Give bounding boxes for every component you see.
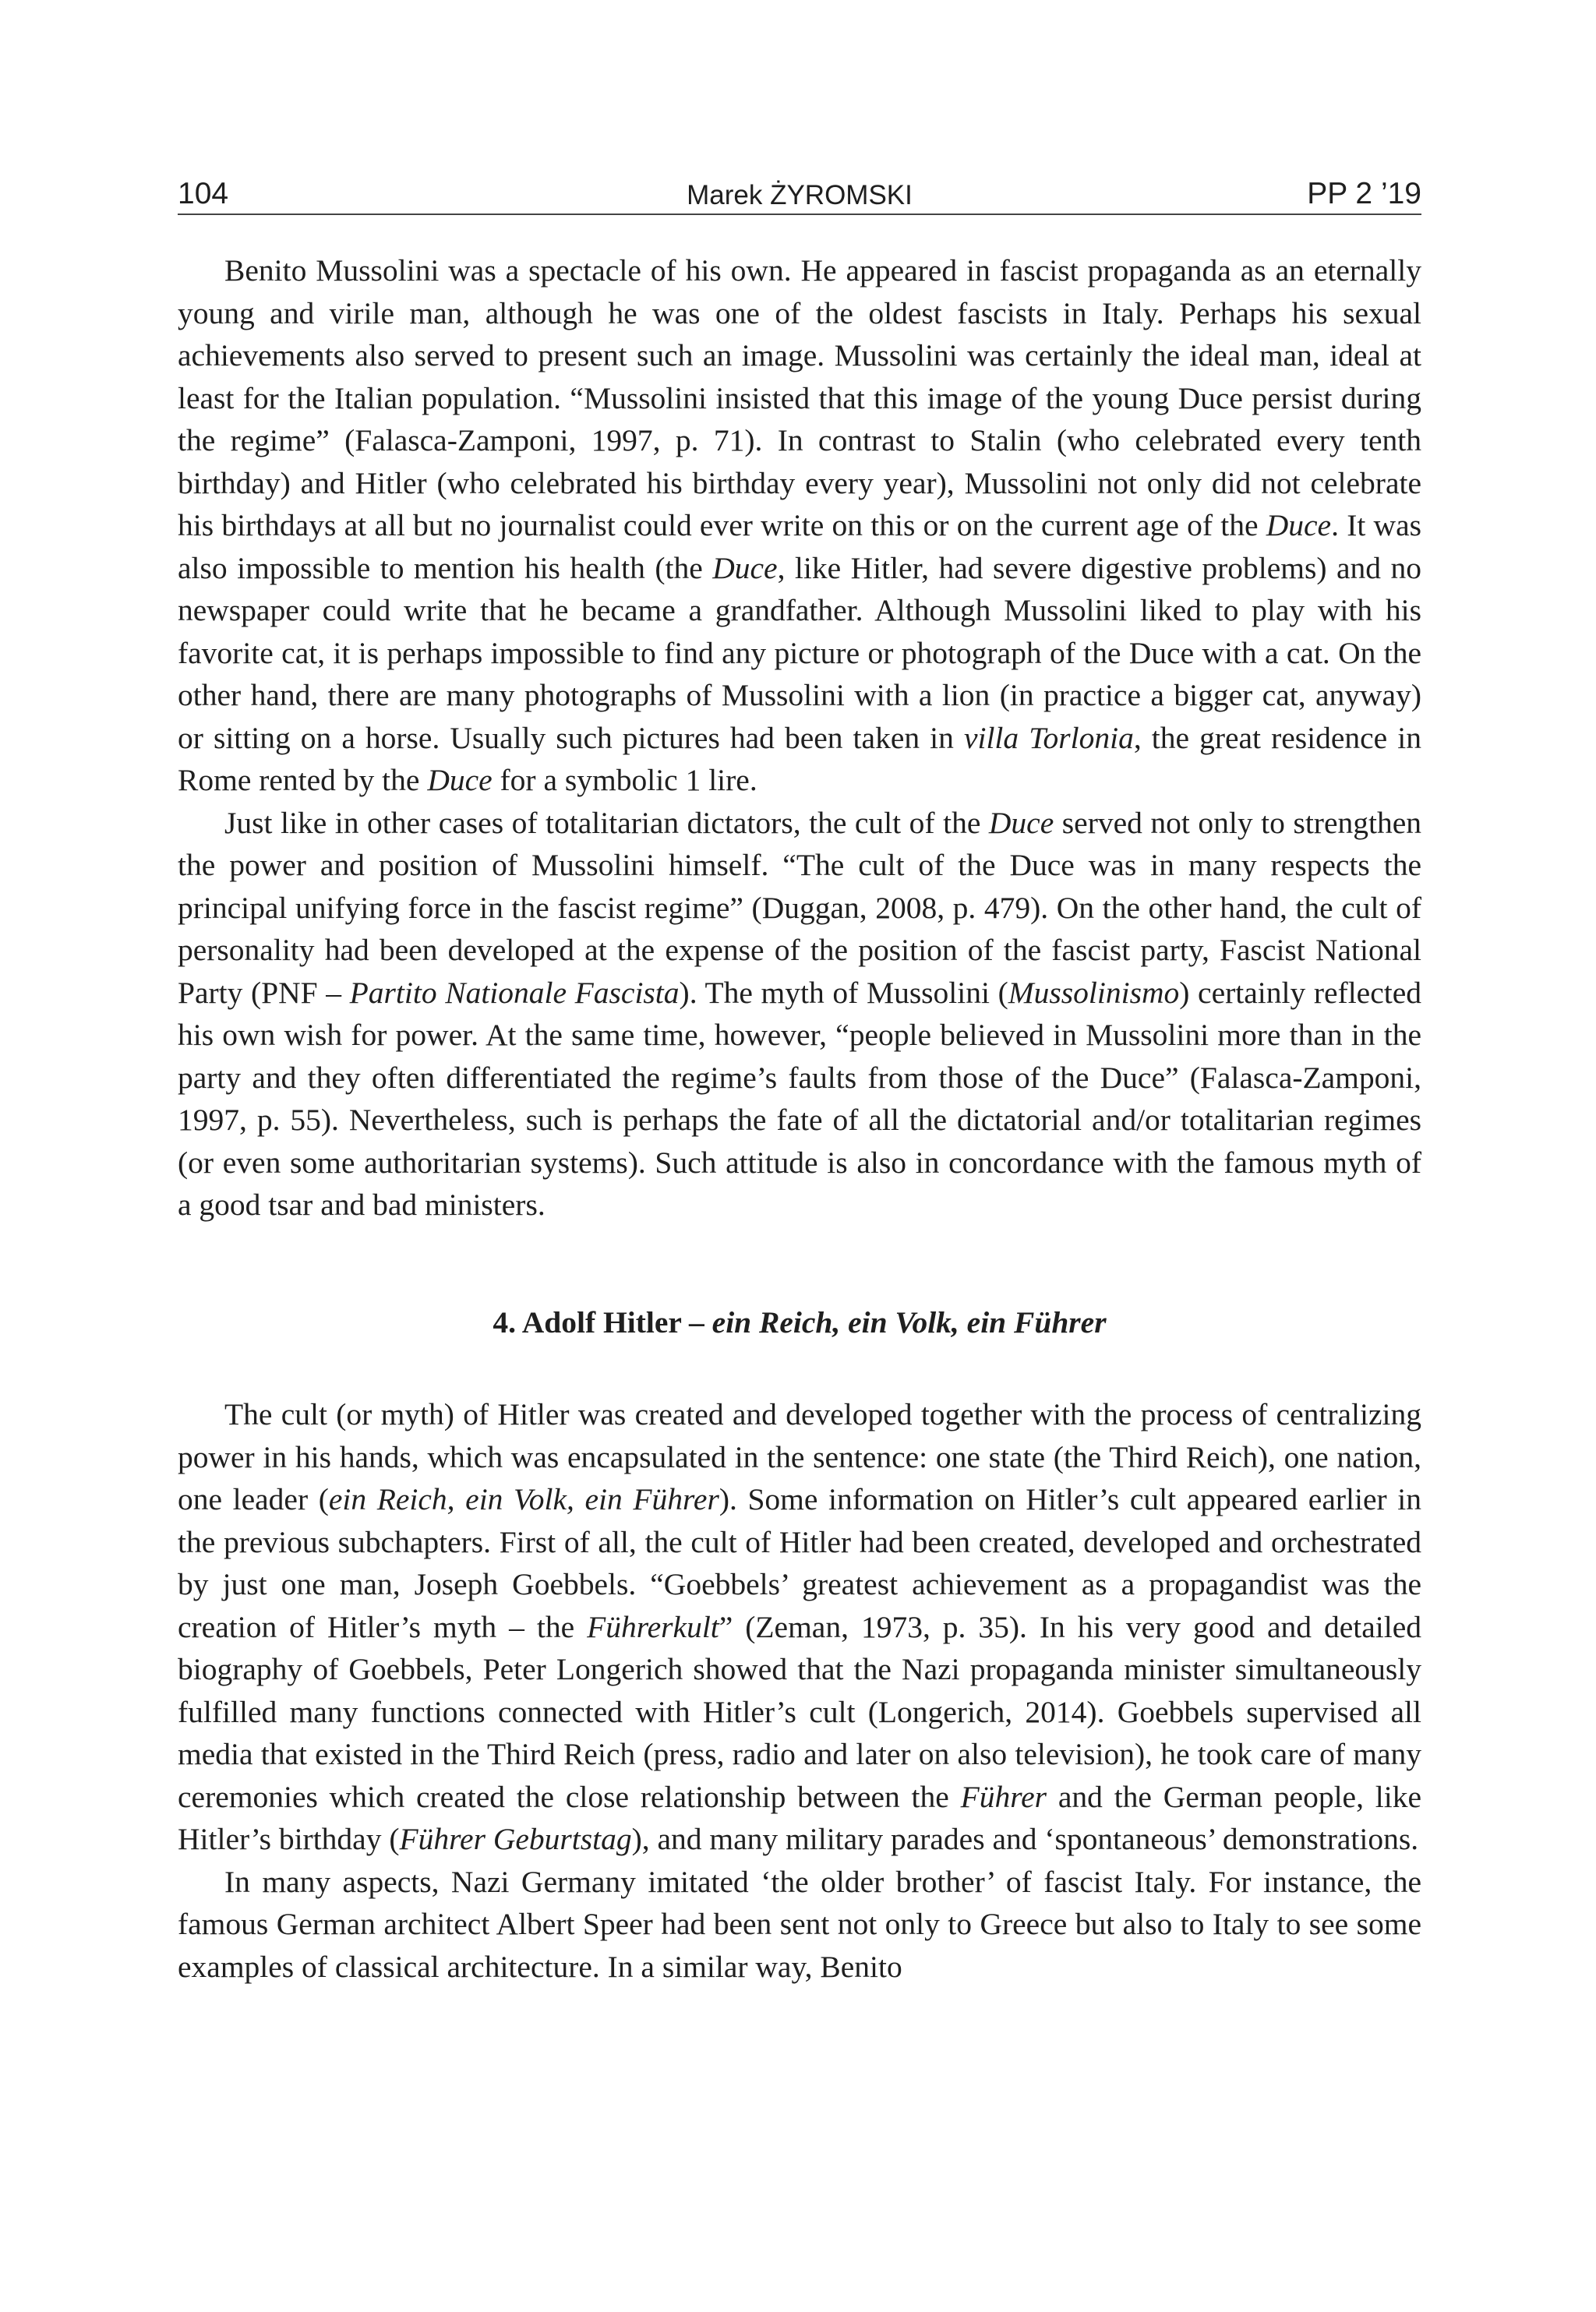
text-run: Just like in other cases of totalitarian dictators, the cult of the [224, 805, 989, 840]
body-paragraph [178, 249, 1421, 802]
body-paragraph [178, 1861, 1421, 1989]
text-run: In many aspects, Nazi Germany imitated ‘the older brother’ of fascist Italy. For instance, the famous German architect Albert Speer had been sent not only to Greece but also to Italy to see some examples of classical architecture. In a similar way, Benito [178, 1864, 1421, 1984]
text-run: ” (Zeman, 1973, p. 35). In his very good and detailed biography of Goebbels, Peter Longerich showed that the Nazi propaganda minister simultaneously fulfilled many functions connected with Hitler’s cult (Longerich, 2014). Goebbels supervised all media that existed in the Third Reich (press, radio and later on also television), he took care of many ceremonies which created the close relationship between the [178, 1609, 1421, 1814]
italic-text: Duce [427, 763, 493, 797]
italic-text: Führerkult [587, 1609, 719, 1644]
text-run: ) certainly reflected his own wish for power. At the same time, however, “people believed in Mussolini more than in the party and they often differentiated the regime’s faults from those of the Duce” (Falasca-Zamponi, 1997, p. 55). Nevertheless, such is perhaps the fate of all the dictatorial and/or totalitarian regimes (or even some authoritarian systems). Such attitude is also in concordance with the famous myth of a good tsar and bad ministers. [178, 975, 1421, 1222]
article-body [178, 249, 1421, 1988]
text-run: ). The myth of Mussolini ( [679, 975, 1008, 1010]
italic-text: ein Reich, ein Volk, ein Führer [711, 1304, 1107, 1340]
body-paragraph [178, 1393, 1421, 1861]
text-run: , like Hitler, had severe digestive problems) and no newspaper could write that he became a grandfather. Although Mussolini liked to play with his favorite cat, it is perhaps impossible to find any picture or photograph of the Duce with a cat. On the other hand, there are many photographs of Mussolini with a lion (in practice a bigger cat, anyway) or sitting on a horse. Usually such pictures had been taken in [178, 550, 1421, 755]
italic-text: Mussolinismo [1008, 975, 1180, 1010]
italic-text: Duce [1266, 508, 1332, 542]
italic-text: Partito Nationale Fascista [349, 975, 680, 1010]
italic-text: Duce [988, 805, 1054, 840]
italic-text: Duce [712, 550, 778, 585]
italic-text: Führer [960, 1779, 1047, 1814]
italic-text: villa Torlonia [963, 720, 1134, 755]
text-run: . It was also impossible to mention his health (the [178, 508, 1421, 585]
journal-issue: PP 2 ’19 [1307, 177, 1421, 210]
text-run: for a symbolic 1 lire. [492, 763, 757, 797]
italic-text: Führer Geburtstag [399, 1822, 632, 1856]
text-run: ). Some information on Hitler’s cult appeared earlier in the previous subchapters. First of all, the cult of Hitler had been created, developed and orchestrated by just one man, Joseph Goebbels. “Goebbels’ greatest achievement as a propagandist was the creation of Hitler’s myth – the [178, 1482, 1421, 1644]
running-header [178, 168, 1421, 215]
italic-text: ein Reich, ein Volk, ein Führer [328, 1482, 719, 1516]
text-run: and the German people, like Hitler’s birthday ( [178, 1779, 1421, 1856]
text-run: , the great residence in Rome rented by the [178, 720, 1421, 797]
section-heading [178, 1301, 1421, 1344]
text-run: served not only to strengthen the power and position of Mussolini himself. “The cult of the Duce was in many respects the principal unifying force in the fascist regime” (Duggan, 2008, p. 479). On the other hand, the cult of personality had been developed at the expense of the position of the fascist party, Fascist National Party (PNF – [178, 805, 1421, 1010]
text-run: The cult (or myth) of Hitler was created and developed together with the process of centralizing power in his hands, which was encapsulated in the sentence: one state (the Third Reich), one nation, one leader ( [178, 1397, 1421, 1516]
text-run: Benito Mussolini was a spectacle of his own. He appeared in fascist propaganda as an eternally young and virile man, although he was one of the oldest fascists in Italy. Perhaps his sexual achievements also served to present such an image. Mussolini was certainly the ideal man, ideal at least for the Italian population. “Mussolini insisted that this image of the young Duce persist during the regime” (Falasca-Zamponi, 1997, p. 71). In contrast to Stalin (who celebrated every tenth birthday) and Hitler (who celebrated his birthday every year), Mussolini not only did not celebrate his birthdays at all but no journalist could ever write on this or on the current age of the [178, 253, 1421, 542]
page-number: 104 [178, 177, 229, 210]
running-author: Marek ŻYROMSKI [687, 180, 913, 210]
text-run: 4. Adolf Hitler – [493, 1304, 712, 1340]
body-paragraph [178, 802, 1421, 1227]
text-run: ), and many military parades and ‘spontaneous’ demonstrations. [631, 1822, 1419, 1856]
